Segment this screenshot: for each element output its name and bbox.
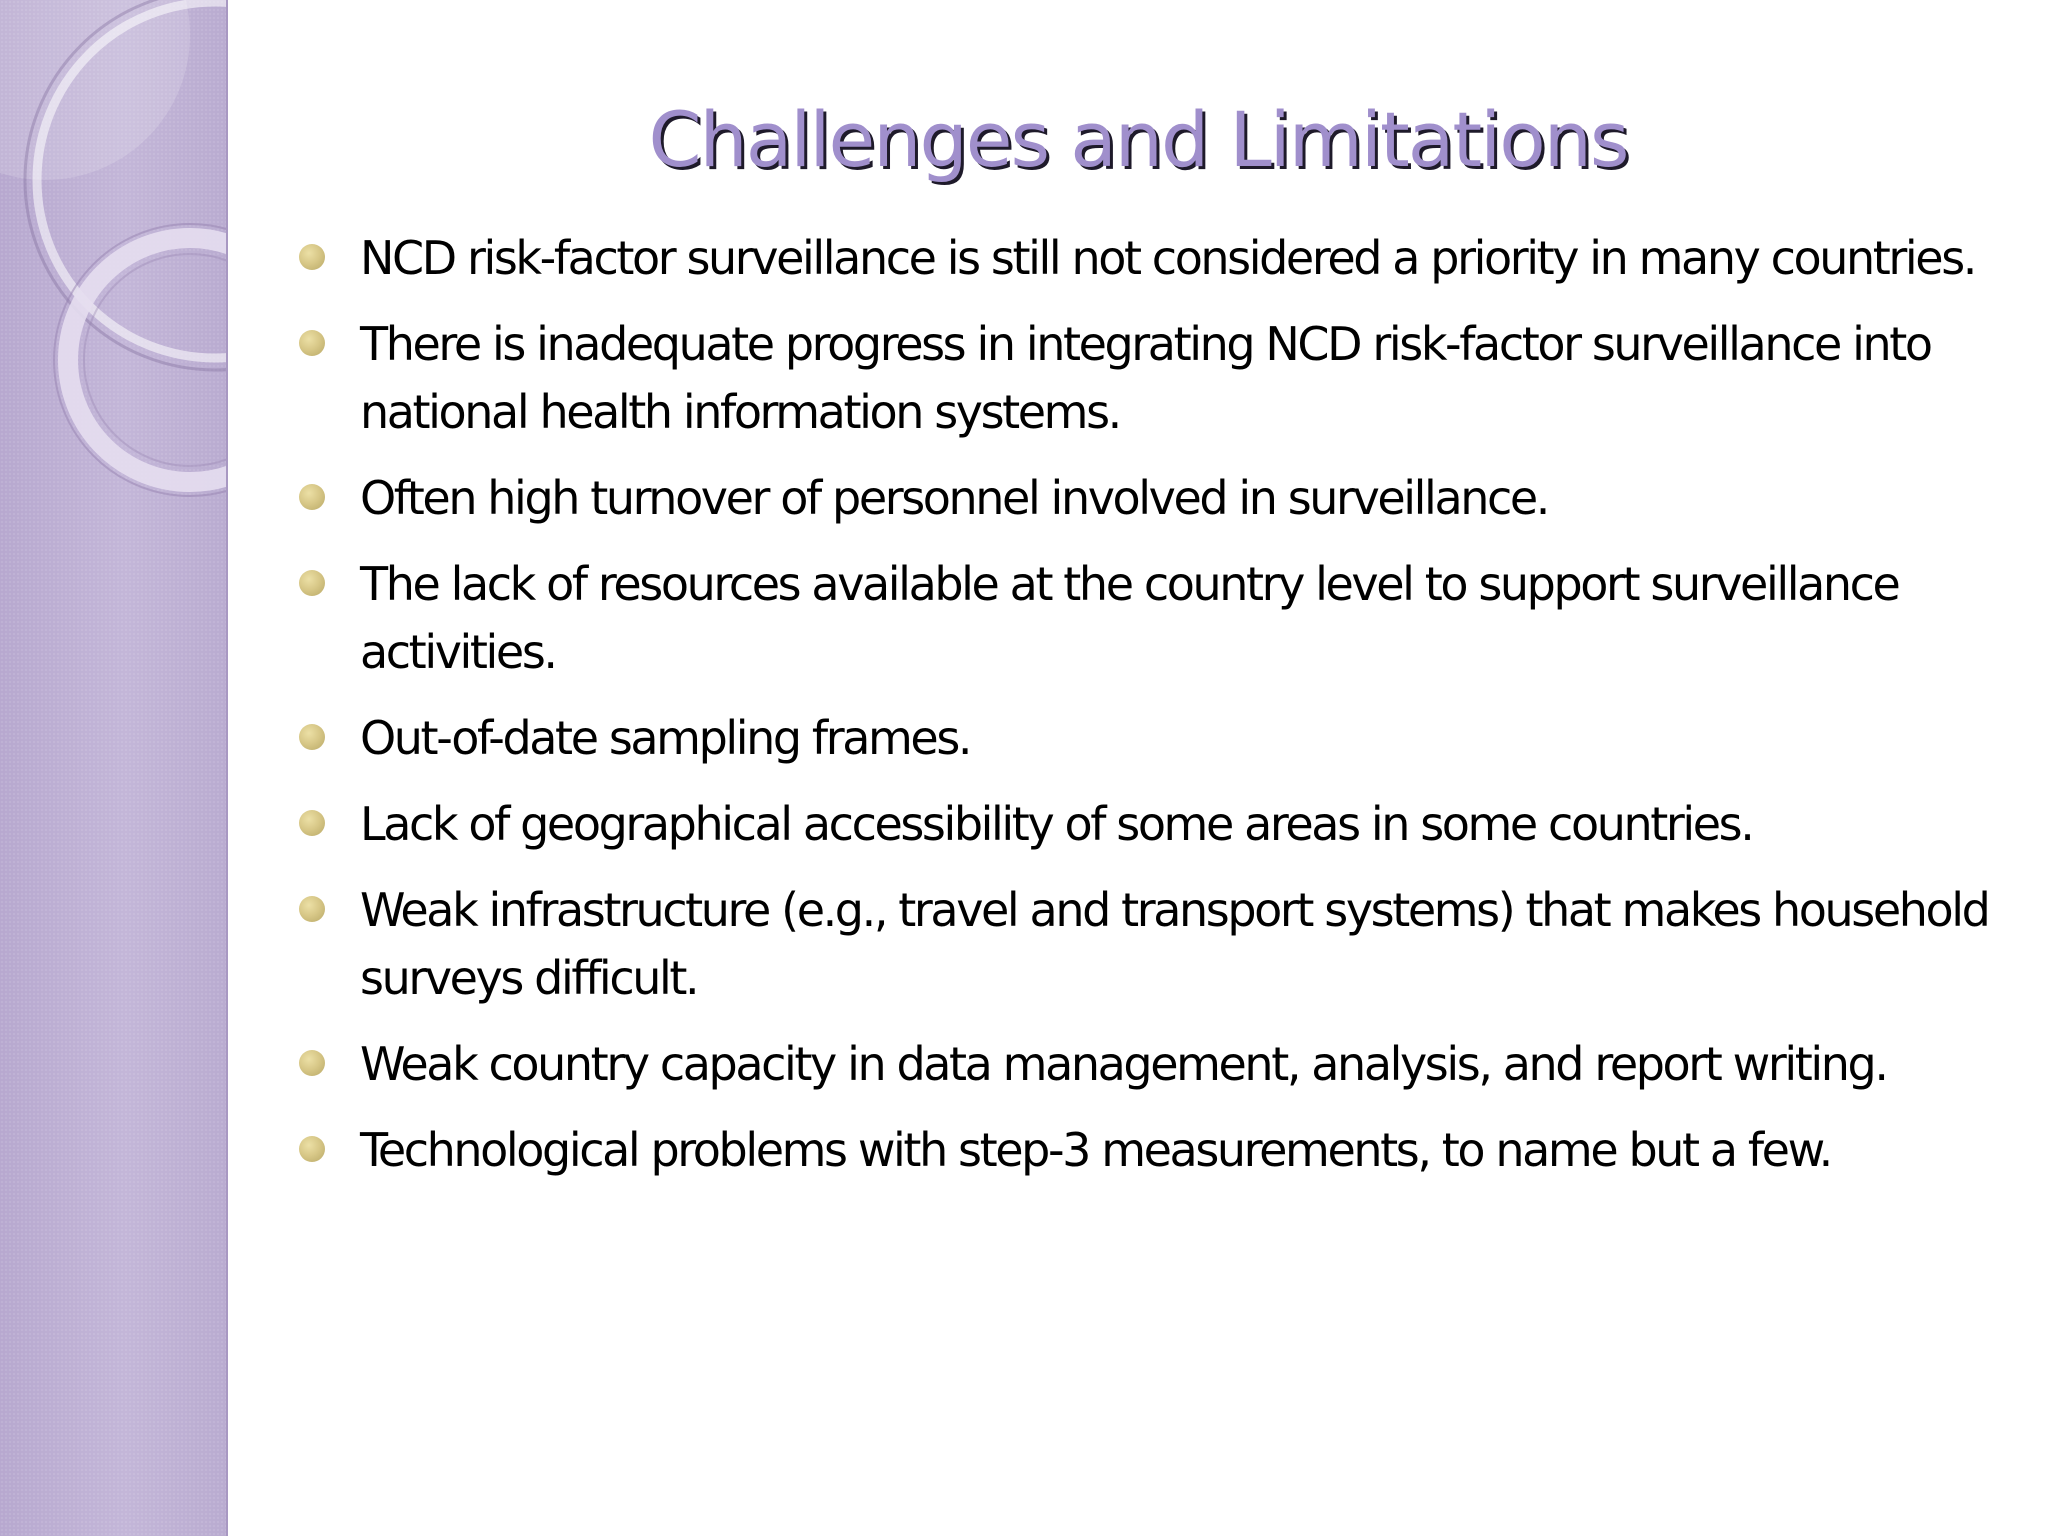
bullet-dot-icon [299, 1050, 325, 1076]
bullet-item [295, 224, 2020, 292]
bullet-dot-icon [299, 810, 325, 836]
bullet-list [295, 224, 2020, 1202]
bullet-dot-icon [299, 724, 325, 750]
bullet-item [295, 1030, 2020, 1098]
bullet-item [295, 550, 2020, 686]
slide-title: Challenges and Limitations [648, 95, 1628, 184]
sidebar-edge [226, 0, 228, 1536]
bullet-text: The lack of resources available at the country level to support surveillance activities. [360, 557, 1899, 679]
bullet-dot-icon [299, 896, 325, 922]
decorative-circles [0, 0, 228, 1536]
bullet-item [295, 1116, 2020, 1184]
bullet-text: Weak country capacity in data management, analysis, and report writing. [360, 1037, 1887, 1091]
decorative-sidebar [0, 0, 228, 1536]
bullet-item [295, 464, 2020, 532]
bullet-text: Often high turnover of personnel involved in surveillance. [360, 471, 1548, 525]
bullet-dot-icon [299, 330, 325, 356]
bullet-item [295, 310, 2020, 446]
bullet-text: Weak infrastructure (e.g., travel and transport systems) that makes household surveys difficult. [360, 883, 1989, 1005]
bullet-text: Lack of geographical accessibility of some areas in some countries. [360, 797, 1753, 851]
bullet-dot-icon [299, 570, 325, 596]
bullet-dot-icon [299, 1136, 325, 1162]
bullet-dot-icon [299, 244, 325, 270]
bullet-text: NCD risk-factor surveillance is still not considered a priority in many countries. [360, 231, 1975, 285]
bullet-dot-icon [299, 484, 325, 510]
bullet-item [295, 790, 2020, 858]
bullet-text: Out-of-date sampling frames. [360, 711, 971, 765]
bullet-item [295, 704, 2020, 772]
bullet-text: There is inadequate progress in integrating NCD risk-factor surveillance into national health information systems. [360, 317, 1931, 439]
bullet-text: Technological problems with step-3 measurements, to name but a few. [360, 1123, 1831, 1177]
bullet-item [295, 876, 2020, 1012]
